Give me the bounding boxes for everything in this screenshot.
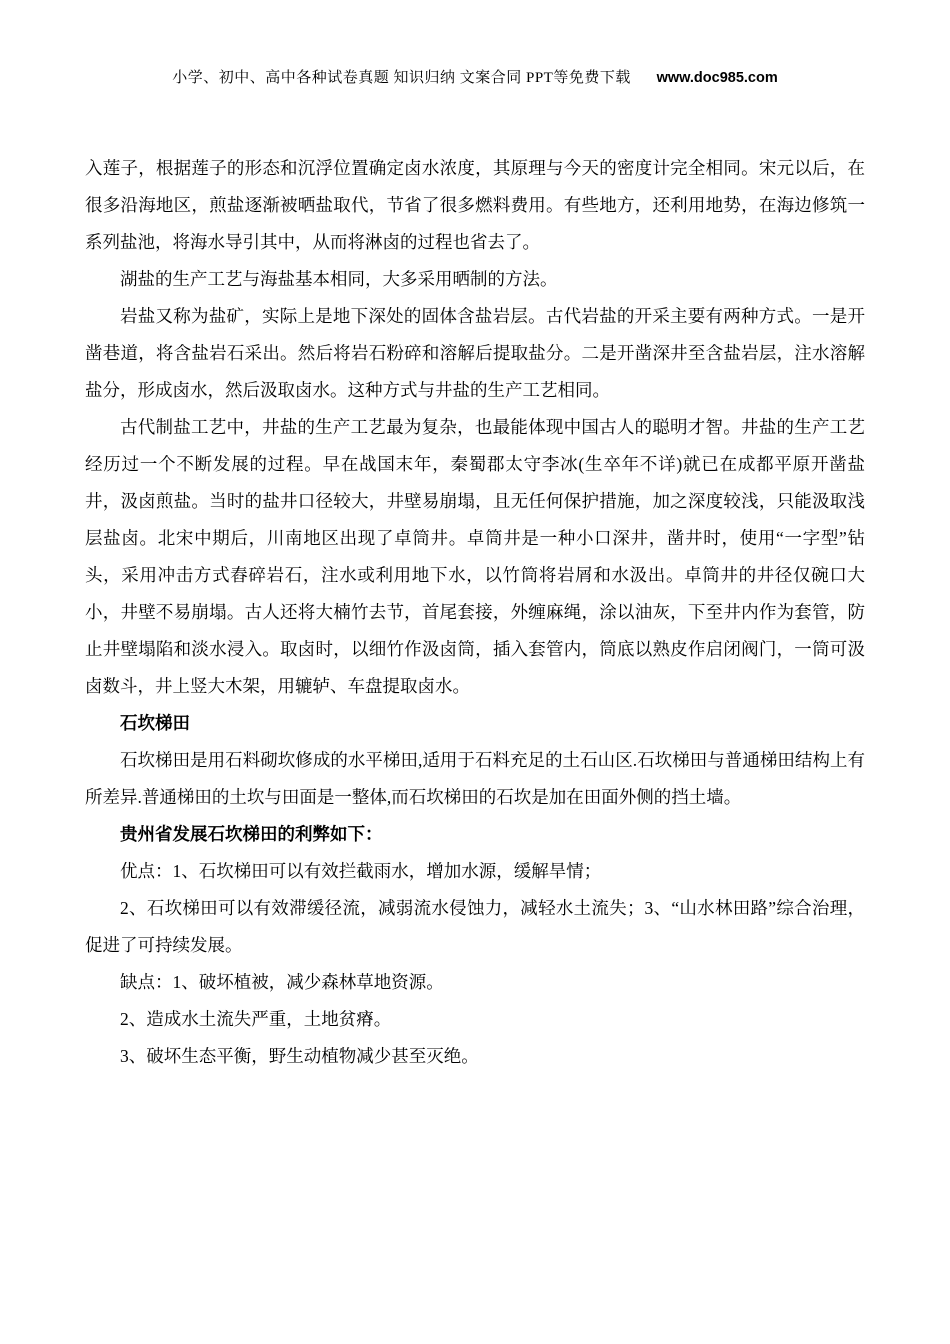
heading-stone-terrace: 石坎梯田 <box>120 713 190 733</box>
para-brine-density-continuation: 入莲子，根据莲子的形态和沉浮位置确定卤水浓度，其原理与今天的密度计完全相同。宋元以后，在很多沿海地区，煎盐逐渐被晒盐取代，节省了很多燃料费用。有些地方，还利用地势，在海边修筑一系列盐池，将海水导引其中，从而将淋卤的过程也省去了。 <box>85 158 865 252</box>
page-header <box>0 68 950 88</box>
para-well-salt: 古代制盐工艺中，井盐的生产工艺最为复杂，也最能体现中国古人的聪明才智。井盐的生产工艺经历过一个不断发展的过程。早在战国末年，秦蜀郡太守李冰(生卒年不详)就已在成都平原开凿盐井，汲卤煎盐。当时的盐井口径较大，井壁易崩塌，且无任何保护措施，加之深度较浅，只能汲取浅层盐卤。北宋中期后，川南地区出现了卓筒井。卓筒井是一种小口深井，凿井时，使用“一字型”钻头，采用冲击方式舂碎岩石，注水或利用地下水，以竹筒将岩屑和水汲出。卓筒井的井径仅碗口大小，井壁不易崩塌。古人还将大楠竹去节，首尾套接，外缠麻绳，涂以油灰，下至井内作为套管，防止井壁塌陷和淡水浸入。取卤时，以细竹作汲卤筒，插入套管内，筒底以熟皮作启闭阀门，一筒可汲卤数斗，井上竖大木架，用辘轳、车盘提取卤水。 <box>85 417 865 696</box>
para-advantage-2-3: 2、石坎梯田可以有效滞缓径流，减弱流水侵蚀力，减轻水土流失；3、“山水林田路”综合治理，促进了可持续发展。 <box>85 898 865 955</box>
para-advantage-1: 优点：1、石坎梯田可以有效拦截雨水，增加水源，缓解旱情； <box>120 861 602 881</box>
document-body <box>85 150 865 1075</box>
para-stone-terrace-description: 石坎梯田是用石料砌坎修成的水平梯田,适用于石料充足的土石山区.石坎梯田与普通梯田结构上有所差异.普通梯田的土坎与田面是一整体,而石坎梯田的石坎是加在田面外侧的挡土墙。 <box>85 750 865 807</box>
header-promo-text: 小学、初中、高中各种试卷真题 知识归纳 文案合同 PPT等免费下载 <box>172 70 631 86</box>
para-disadvantage-3: 3、破坏生态平衡，野生动植物减少甚至灭绝。 <box>120 1046 479 1066</box>
para-rock-salt: 岩盐又称为盐矿，实际上是地下深处的固体含盐岩层。古代岩盐的开采主要有两种方式。一是开凿巷道，将含盐岩石采出。然后将岩石粉碎和溶解后提取盐分。二是开凿深井至含盐岩层，注水溶解盐分，形成卤水，然后汲取卤水。这种方式与井盐的生产工艺相同。 <box>85 306 865 400</box>
header-site-url-link[interactable]: www.doc985.com <box>656 70 778 86</box>
para-lake-salt: 湖盐的生产工艺与海盐基本相同，大多采用晒制的方法。 <box>120 269 558 289</box>
para-disadvantage-2: 2、造成水土流失严重，土地贫瘠。 <box>120 1009 392 1029</box>
para-disadvantage-1: 缺点：1、破坏植被，减少森林草地资源。 <box>120 972 444 992</box>
heading-guizhou-pros-cons: 贵州省发展石坎梯田的利弊如下： <box>120 824 383 844</box>
